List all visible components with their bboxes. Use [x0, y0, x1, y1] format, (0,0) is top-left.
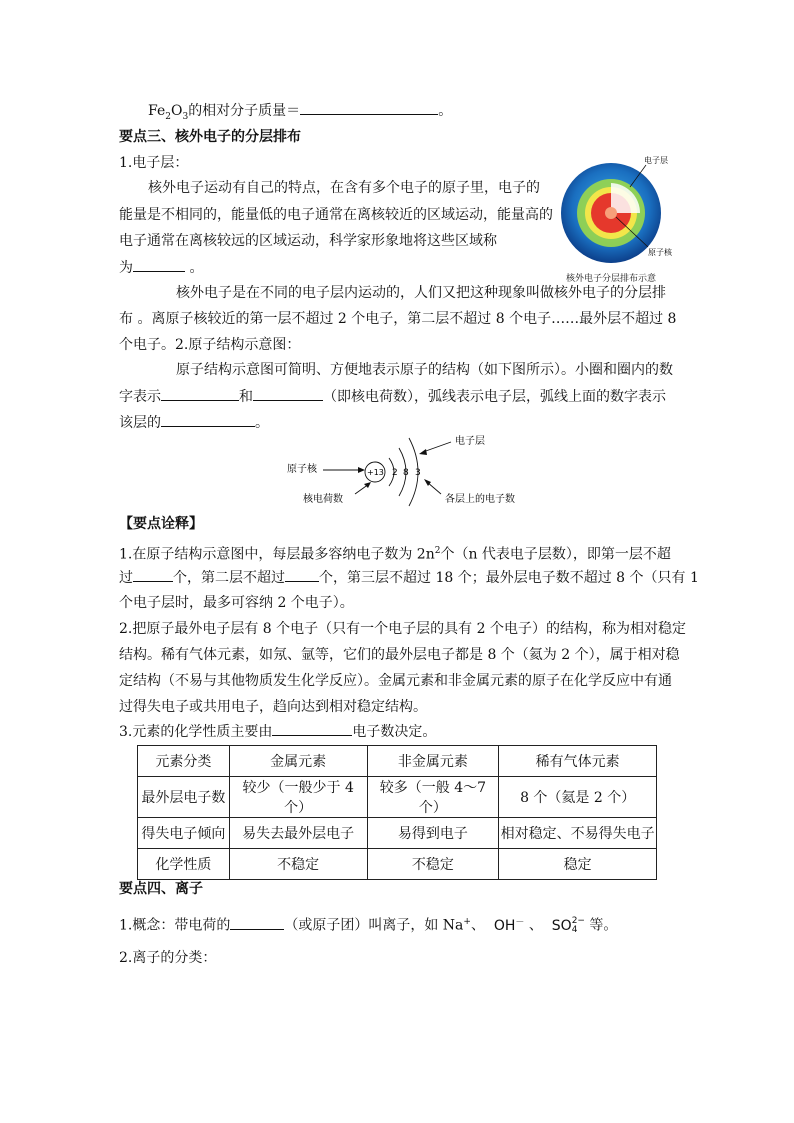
text: OH [493, 917, 516, 934]
formula-fe: Fe [148, 103, 166, 119]
answer-blank[interactable] [300, 100, 438, 115]
table-cell: 较多（一般 4～7 个） [367, 777, 499, 818]
para-line: 原子结构示意图可简明、方便地表示原子的结构（如下图所示）。小圈和圈内的数 [176, 362, 673, 378]
sulfate-ion [551, 915, 585, 935]
diagram-charge-label: 核电荷数 [303, 494, 343, 505]
note-line: 结构。稀有气体元素，如氖、氩等，它们的最外层电子都是 8 个（氦为 2 个），属于相对稳 [119, 647, 680, 663]
table-row [138, 818, 657, 849]
text: 个（n 代表电子层数），即第一层不超 [440, 546, 671, 563]
table-cell: 稳定 [499, 849, 657, 880]
text: 。 [189, 260, 204, 276]
table-cell: 非金属元素 [367, 746, 499, 777]
answer-blank[interactable] [253, 386, 323, 401]
answer-blank[interactable] [133, 567, 173, 582]
diagram-layer-label: 电子层 [455, 436, 485, 447]
label-electron-layer: 电子层 [644, 156, 668, 165]
text: 、 [470, 917, 485, 934]
diagram-shell-count-label: 各层上的电子数 [445, 494, 515, 505]
table-cell: 相对稳定、不易得失电子 [499, 818, 657, 849]
text: 电子数决定。 [352, 724, 437, 740]
superscript: － [515, 917, 525, 927]
table-cell: 易失去最外层电子 [229, 818, 367, 849]
note-line: 个电子层时，最多可容纳 2 个电子）。 [119, 595, 354, 611]
formula-text: 的相对分子质量＝ [188, 103, 301, 119]
formula-line [148, 100, 452, 127]
table-cell: 不稳定 [367, 849, 499, 880]
answer-blank[interactable] [230, 915, 284, 930]
text: 个，第三层不超过 18 个；最外层电子数不超过 8 个（只有 1 [319, 570, 699, 586]
note-line [119, 721, 436, 742]
hydroxide-ion [494, 918, 525, 934]
answer-blank[interactable] [272, 721, 352, 736]
electron-shell-figure [558, 155, 672, 280]
para-line: 电子通常在离核较远的区域运动，科学家形象地将这些区域称 [119, 233, 497, 249]
ion-script [572, 917, 585, 935]
text: 等。 [589, 917, 618, 934]
para-line: 布 。离原子核较近的第一层不超过 2 个电子，第二层不超过 8 个电子……最外层不超过 8 [119, 311, 677, 327]
section3-heading: 要点三、核外电子的分层排布 [119, 129, 301, 145]
table-cell: 最外层电子数 [138, 777, 230, 818]
para-line [119, 257, 203, 278]
element-classification-table [137, 745, 657, 880]
table-cell: 化学性质 [138, 849, 230, 880]
diagram-nucleus-label: 原子核 [287, 464, 317, 475]
figure-caption: 核外电子分层排布示意 [566, 274, 657, 284]
text: （或原子团）叫离子，如 Na [284, 917, 464, 934]
notes-heading: 【要点诠释】 [119, 516, 203, 532]
text: 1.概念：带电荷的 [119, 917, 231, 934]
shell-count-3: 3 [415, 468, 421, 478]
subheading-electron-shell: 1.电子层： [119, 155, 189, 171]
note-line: 定结构（不易与其他物质发生化学反应）。金属元素和非金属元素的原子在化学反应中有通 [119, 673, 672, 689]
table-cell: 较少（一般少于 4 个） [229, 777, 367, 818]
para-line: 能量是不相同的，能量低的电子通常在离核较近的区域运动，能量高的 [119, 207, 553, 223]
answer-blank[interactable] [285, 567, 319, 582]
table-row [138, 746, 657, 777]
atomic-structure-diagram [283, 428, 523, 510]
text: SO [551, 917, 572, 934]
text: 该层的 [119, 415, 161, 431]
para-line: 核外电子运动有自己的特点，在含有多个电子的原子里，电子的 [148, 180, 540, 196]
para-line [119, 386, 666, 407]
table-cell: 稀有气体元素 [499, 746, 657, 777]
shell-count-2: 8 [403, 468, 409, 478]
text: 个，第二层不超过 [173, 570, 285, 586]
text: （即核电荷数），弧线表示电子层，弧线上面的数字表示 [323, 389, 666, 405]
formula-end: 。 [438, 103, 453, 119]
ion-concept-line [119, 912, 617, 936]
table-cell: 得失电子倾向 [138, 818, 230, 849]
nucleus-dot [605, 207, 617, 219]
label-nucleus: 原子核 [648, 248, 672, 257]
formula-o: O [170, 103, 183, 119]
note-line [119, 541, 671, 565]
table-cell: 易得到电子 [367, 818, 499, 849]
text: 。 [255, 415, 269, 431]
note-line [119, 567, 699, 588]
table-cell: 8 个（氦是 2 个） [499, 777, 657, 818]
table-cell: 金属元素 [229, 746, 367, 777]
answer-blank[interactable] [133, 257, 185, 272]
note-line: 2.把原子最外电子层有 8 个电子（只有一个电子层的具有 2 个电子）的结构，称为相对稳定 [119, 621, 686, 637]
shell-count-1: 2 [392, 468, 398, 478]
ion-classification-line: 2.离子的分类： [119, 950, 217, 966]
text: 字表示 [119, 389, 161, 405]
formula-sub2: 3 [182, 111, 189, 122]
subscript: 4 [571, 924, 578, 935]
note-line: 过得失电子或共用电子，趋向达到相对稳定结构。 [119, 699, 427, 715]
superscript: + [463, 917, 471, 927]
superscript: 2 [434, 546, 441, 556]
section4-heading: 要点四、离子 [119, 881, 203, 897]
table-row [138, 777, 657, 818]
formula-sub1: 2 [165, 111, 171, 122]
text: 、 [528, 917, 543, 934]
nucleus-charge: +13 [367, 468, 384, 477]
para-line [119, 412, 269, 433]
text: 1.在原子结构示意图中，每层最多容纳电子数为 2n [119, 546, 435, 563]
table-cell: 不稳定 [229, 849, 367, 880]
text: 过 [119, 570, 133, 586]
table-cell: 元素分类 [138, 746, 230, 777]
para-line: 核外电子是在不同的电子层内运动的，人们又把这种现象叫做核外电子的分层排 [176, 285, 666, 301]
para-line: 个电子。2.原子结构示意图： [119, 337, 301, 353]
text: 和 [239, 389, 253, 405]
answer-blank[interactable] [161, 412, 255, 427]
answer-blank[interactable] [161, 386, 239, 401]
superscript: 2− [571, 915, 585, 926]
text: 3.元素的化学性质主要由 [119, 724, 273, 740]
text: 为 [119, 260, 133, 276]
table-row [138, 849, 657, 880]
